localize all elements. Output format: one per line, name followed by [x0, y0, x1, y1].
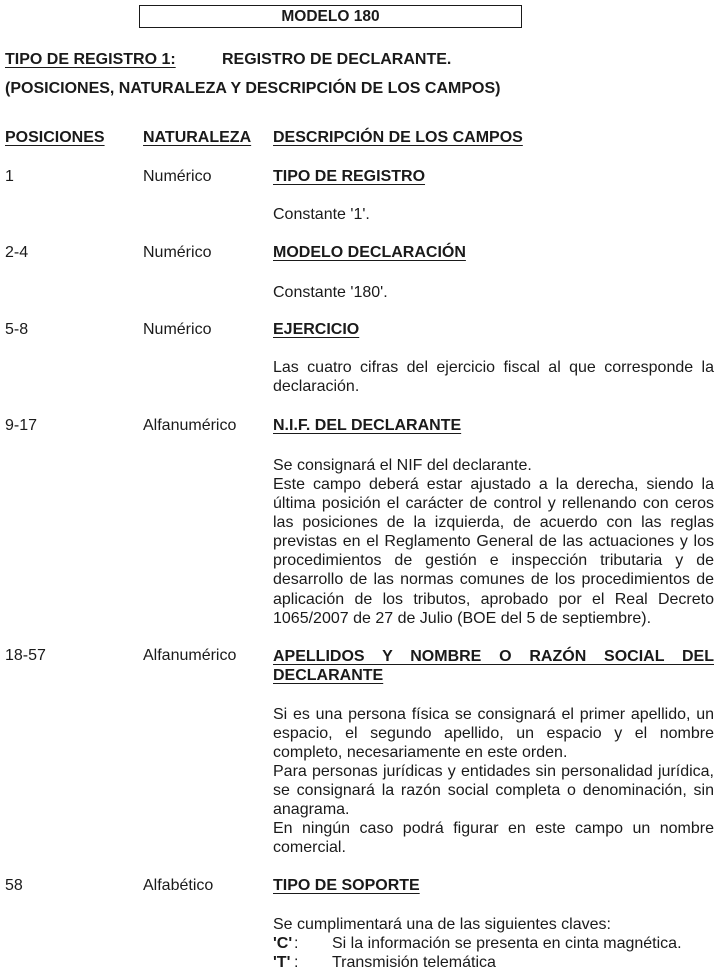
- field-description: Las cuatro cifras del ejercicio fiscal al que corresponde la declaración.: [273, 359, 714, 396]
- field-nature: Numérico: [143, 321, 212, 338]
- field-description: Este campo deberá estar ajustado a la derecha, siendo la última posición el carácter de control y rellenando con ceros las posiciones de la izquierda, de acuerdo con las reglas previstas en el Reglamento General de las actuaciones y los procedimientos de gestión e inspección tributaria y de desarrollo de las normas comunes de los procedimientos de aplicación de los tributos, aprobado por el Real Decreto 1065/2007 de 27 de Julio (BOE del 5 de septiembre).: [273, 476, 714, 627]
- key-description: Si la información se presenta en cinta magnética.: [332, 935, 682, 952]
- field-description: Constante '1'.: [273, 206, 370, 223]
- field-title: TIPO DE REGISTRO: [273, 168, 426, 185]
- key-code: 'C': [273, 935, 293, 952]
- model-title: MODELO 180: [139, 5, 522, 28]
- field-description: Constante '180'.: [273, 284, 388, 301]
- field-description: Para personas jurídicas y entidades sin personalidad jurídica, se consignará la razón social completa o denominación, sin anagrama.: [273, 763, 714, 819]
- field-positions: 5-8: [5, 321, 29, 338]
- field-title: N.I.F. DEL DECLARANTE: [273, 417, 462, 434]
- key-code: 'T': [273, 954, 291, 971]
- document-subtitle: (POSICIONES, NATURALEZA Y DESCRIPCIÓN DE LOS CAMPOS): [5, 80, 501, 97]
- key-row: [273, 953, 714, 972]
- field-description: En ningún caso podrá figurar en este campo un nombre comercial.: [273, 820, 714, 857]
- field-title: EJERCICIO: [273, 321, 360, 338]
- key-description: Transmisión telemática: [332, 954, 496, 971]
- column-header-nature: NATURALEZA: [143, 129, 252, 146]
- column-header-positions: POSICIONES: [5, 129, 105, 146]
- field-nature: Numérico: [143, 168, 212, 185]
- record-type-value: REGISTRO DE DECLARANTE.: [222, 51, 452, 68]
- field-positions: 9-17: [5, 417, 38, 434]
- field-description: Se cumplimentará una de las siguientes claves:: [273, 916, 611, 933]
- field-positions: 1: [5, 168, 14, 185]
- field-nature: Alfanumérico: [143, 417, 237, 434]
- field-nature: Alfanumérico: [143, 647, 237, 664]
- field-nature: Numérico: [143, 244, 212, 261]
- column-header-description: DESCRIPCIÓN DE LOS CAMPOS: [273, 129, 523, 146]
- field-positions: 58: [5, 877, 23, 894]
- field-title: MODELO DECLARACIÓN: [273, 244, 466, 261]
- field-title: APELLIDOS Y NOMBRE O RAZÓN SOCIAL DEL: [273, 648, 714, 665]
- record-type-label: TIPO DE REGISTRO 1:: [5, 51, 176, 68]
- key-row: [273, 934, 714, 953]
- field-description: Si es una persona física se consignará el primer apellido, un espacio, el segundo apellido, un espacio y el nombre completo, necesariamente en este orden.: [273, 706, 714, 762]
- field-nature: Alfabético: [143, 877, 214, 894]
- field-title-continued: DECLARANTE: [273, 667, 384, 684]
- field-title: TIPO DE SOPORTE: [273, 877, 420, 894]
- field-positions: 18-57: [5, 647, 46, 664]
- field-positions: 2-4: [5, 244, 29, 261]
- key-separator: :: [294, 954, 299, 971]
- field-description-intro: Se consignará el NIF del declarante.: [273, 457, 532, 474]
- key-separator: :: [294, 935, 299, 952]
